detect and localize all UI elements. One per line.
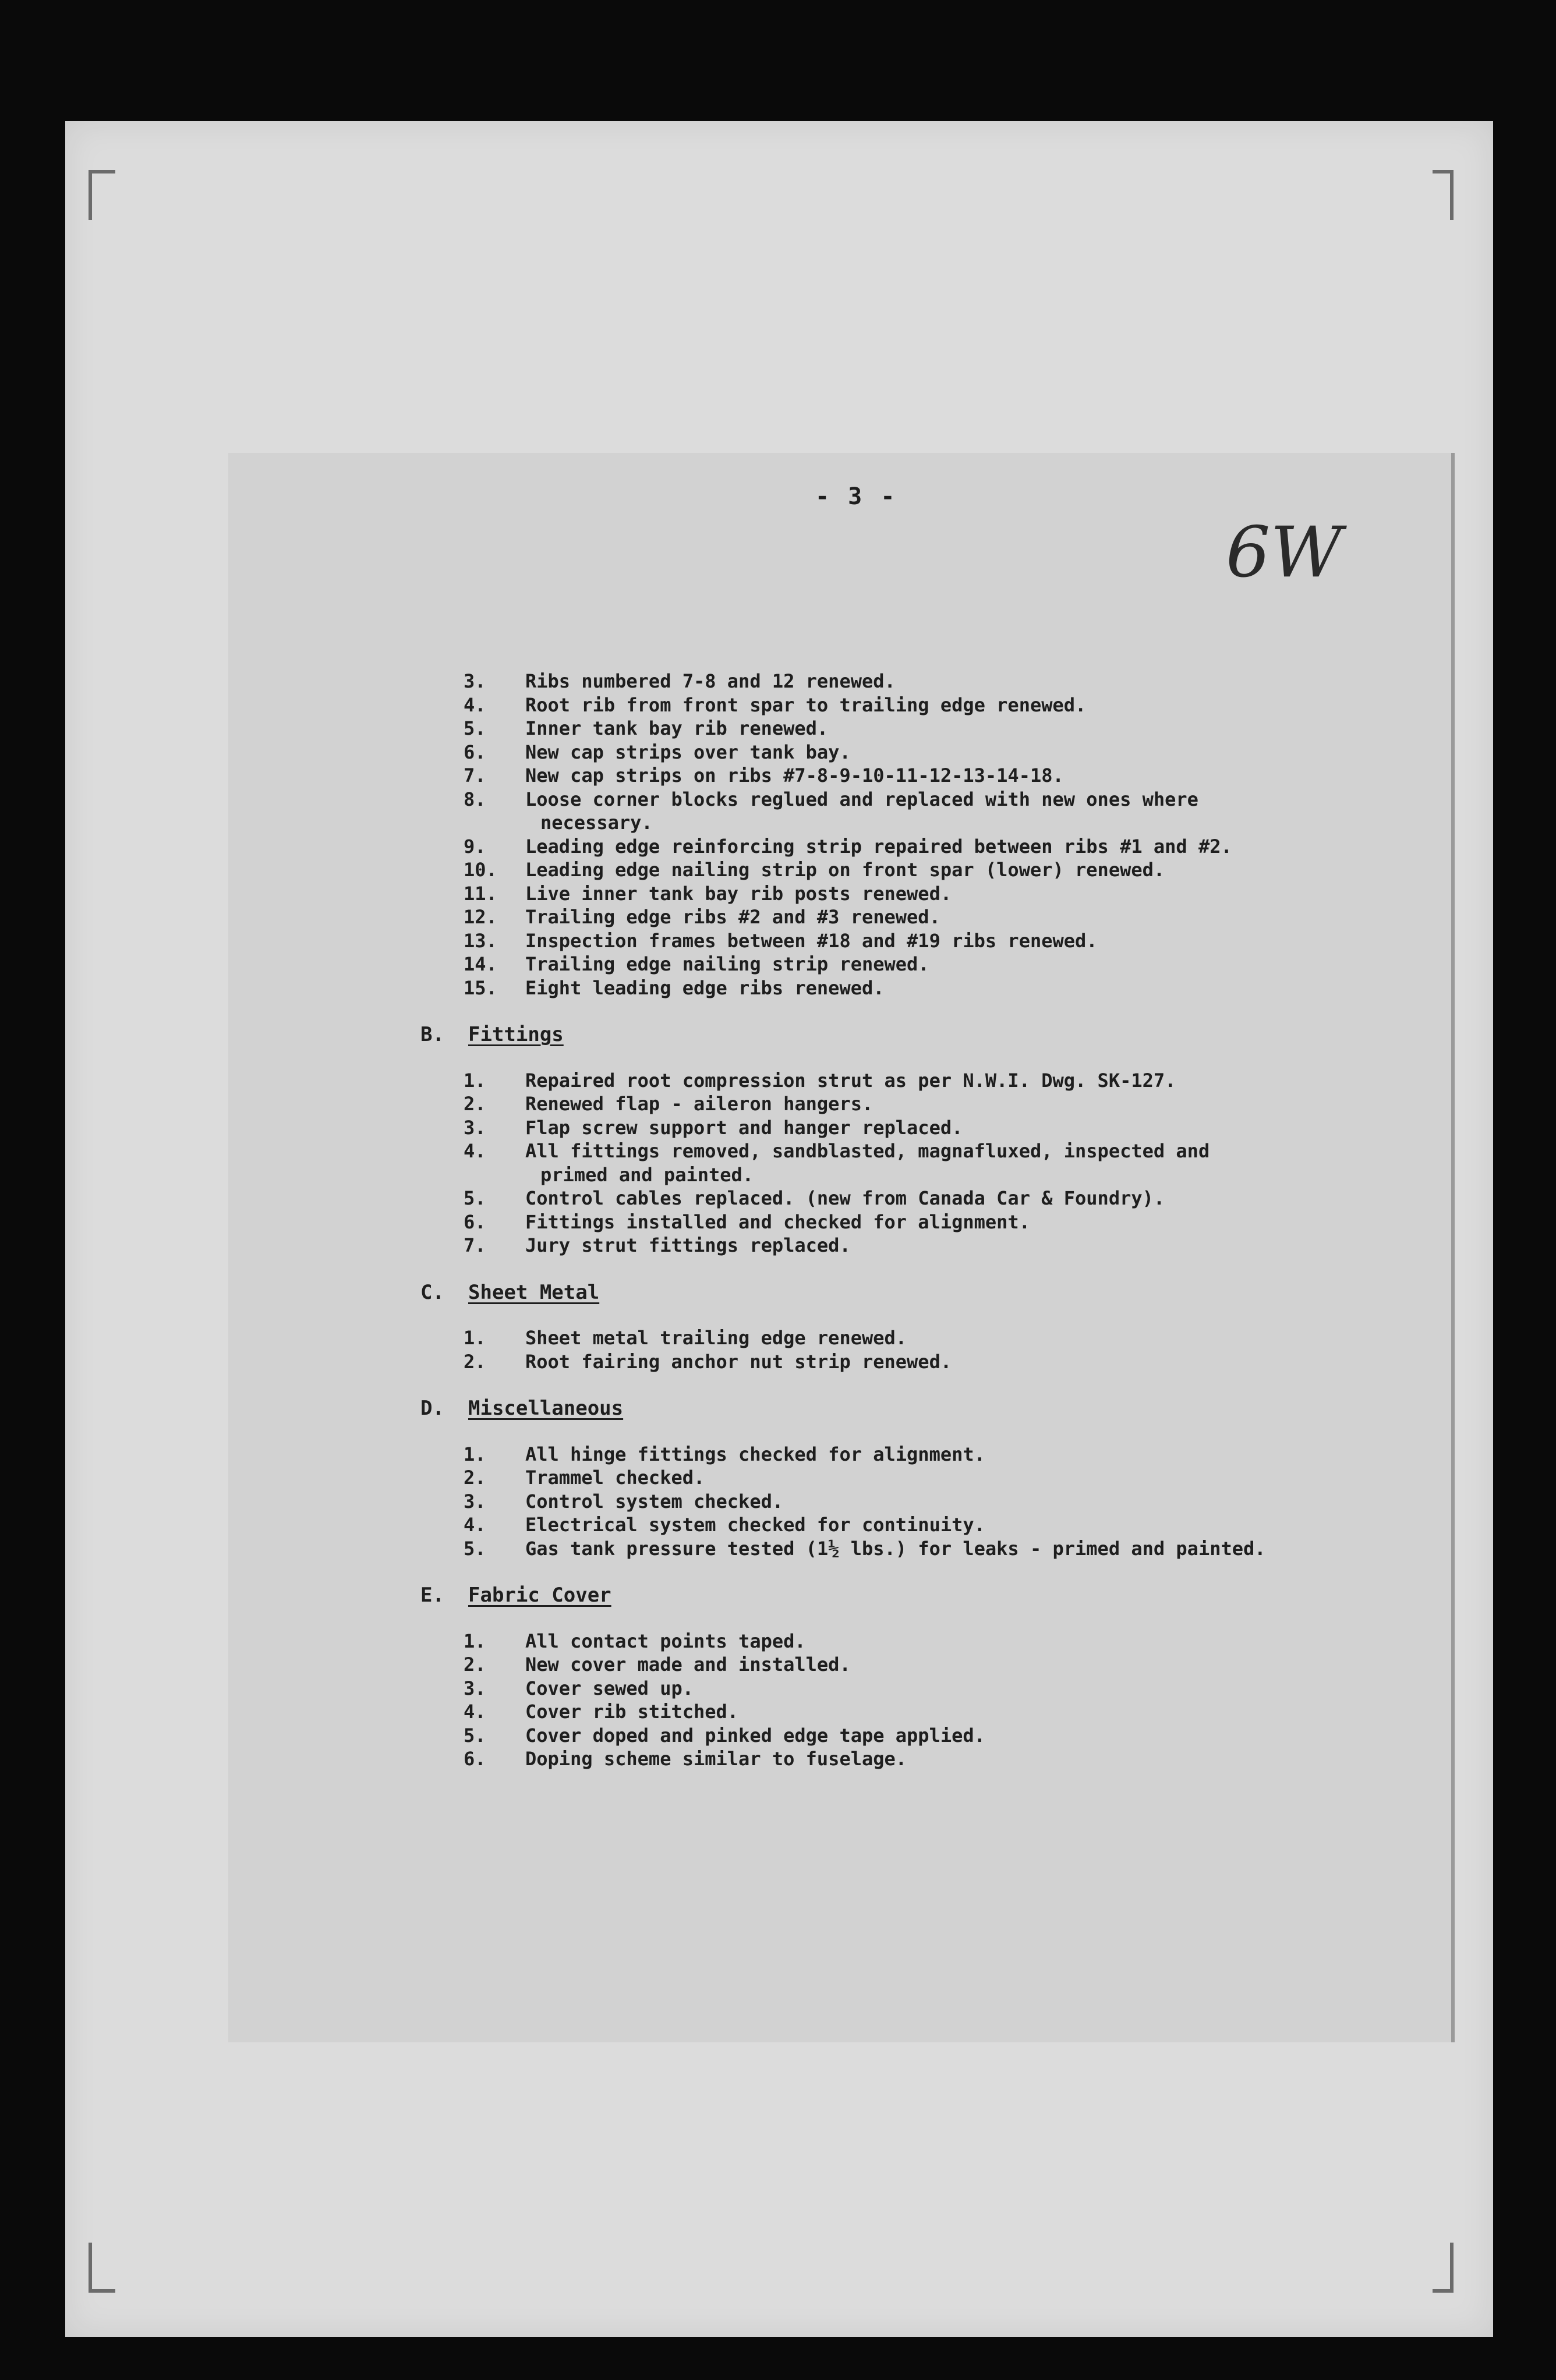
- item-number: 7.: [464, 764, 486, 787]
- item-number: 5.: [464, 717, 486, 739]
- item-text: All hinge fittings checked for alignment.: [525, 1443, 985, 1465]
- item-text: Trammel checked.: [525, 1467, 705, 1489]
- section-letter: B.: [420, 1023, 444, 1046]
- section-title: Miscellaneous: [468, 1397, 624, 1420]
- item-text: Renewed flap - aileron hangers.: [525, 1093, 874, 1115]
- item-number: 12.: [464, 906, 497, 928]
- item-number: 2.: [464, 1653, 486, 1676]
- section-title: Fabric Cover: [468, 1584, 611, 1607]
- item-text: Flap screw support and hanger replaced.: [525, 1116, 963, 1139]
- item-text: Control cables replaced. (new from Canada Car & Foundry).: [525, 1187, 1165, 1209]
- item-number: 11.: [464, 882, 497, 905]
- item-text: Control system checked.: [525, 1490, 784, 1513]
- item-text: Loose corner blocks reglued and replaced with new ones where: [525, 788, 1198, 810]
- item-text: Root rib from front spar to trailing edge renewed.: [525, 693, 1087, 716]
- item-number: 10.: [464, 859, 497, 881]
- item-text: Cover rib stitched.: [525, 1701, 739, 1723]
- item-text: Gas tank pressure tested (1½ lbs.) for leaks - primed and painted.: [525, 1537, 1266, 1560]
- item-text: Fittings installed and checked for alignment.: [525, 1210, 1030, 1233]
- item-text: New cover made and installed.: [525, 1653, 851, 1676]
- item-text: Doping scheme similar to fuselage.: [525, 1748, 907, 1770]
- item-number: 4.: [464, 1701, 486, 1723]
- item-number: 3.: [464, 1116, 486, 1139]
- section-letter: E.: [420, 1584, 444, 1607]
- item-number: 2.: [464, 1093, 486, 1115]
- item-text: Repaired root compression strut as per N.W.I. Dwg. SK-127.: [525, 1069, 1176, 1092]
- item-text: Leading edge nailing strip on front spar (lower) renewed.: [525, 859, 1165, 881]
- item-number: 2.: [464, 1467, 486, 1489]
- item-number: 3.: [464, 670, 486, 692]
- item-number: 3.: [464, 1677, 486, 1699]
- item-number: 2.: [464, 1350, 486, 1373]
- item-number: 5.: [464, 1537, 486, 1560]
- section-letter: D.: [420, 1397, 444, 1420]
- item-number: 6.: [464, 1748, 486, 1770]
- item-text: Live inner tank bay rib posts renewed.: [525, 882, 952, 905]
- item-text: Eight leading edge ribs renewed.: [525, 976, 885, 999]
- item-text: Trailing edge nailing strip renewed.: [525, 953, 929, 975]
- item-number: 9.: [464, 835, 486, 858]
- typed-document: - 3 - 6W 3. Ribs numbered 7-8 and 12 renewed. 4. Root rib from front spar to trailing edge renewed. 5. Inner tank bay rib renewed. 6. New cap strips over tank bay. 7. New cap strips on ribs #7-8-9-10-11-12-13-14-18. 8. Loose corner blocks reglued and replaced with new ones where necessary. 9. Leading edge reinforcing strip repaired between ribs #1 and #2. 10. Leading edge nailing strip on front spar (lower) renewed. 11. Live inner tank bay rib posts renewed. 12. Trailing edge ribs #2 and #3 renewed. 13. Inspection frames between #18 and #19 ribs renewed. 14. Trailing edge nailing strip renewed. 15. Eight leading edge ribs renewed. B. Fittings 1. Repaired root compression strut as per N.W.I. Dwg. SK-127. 2. Renewed flap - aileron hangers. 3. Flap screw support and hanger replaced. 4. All fittings removed, sandblasted, magnafluxed, inspected and primed and painted. 5. Control cables replaced. (new from Canada Car & Foundry). 6. Fittings installed and checked for alignment. 7. Jury strut fittings replaced. C. Sheet Metal 1. Sheet metal trailing edge renewed. 2. Root fairing anchor nut strip renewed. D. Miscellaneous 1. All hinge fittings checked for alignment. 2. Trammel checked. 3. Control system checked. 4. Electrical system checked for continuity. 5. Gas tank pressure tested (1½ lbs.) for leaks - primed and painted. E. Fabric Cover 1. All contact points taped. 2. New cover made and installed. 3. Cover sewed up. 4. Cover rib stitched. 5. Cover doped and pinked edge tape applied. 6. Doping scheme similar to fuselage.: [420, 483, 1342, 1770]
- item-number: 1.: [464, 1327, 486, 1349]
- item-text: Sheet metal trailing edge renewed.: [525, 1327, 907, 1349]
- item-text: Ribs numbered 7-8 and 12 renewed.: [525, 670, 896, 692]
- item-number: 4.: [464, 1514, 486, 1536]
- item-number: 7.: [464, 1234, 486, 1256]
- item-number: 4.: [464, 693, 486, 716]
- item-text: Inner tank bay rib renewed.: [525, 717, 829, 739]
- page-number: - 3 -: [815, 483, 897, 510]
- section-title: Sheet Metal: [468, 1280, 600, 1304]
- item-text: Cover sewed up.: [525, 1677, 694, 1699]
- item-text: Jury strut fittings replaced.: [525, 1234, 851, 1256]
- item-number: 1.: [464, 1443, 486, 1465]
- item-text: Root fairing anchor nut strip renewed.: [525, 1350, 952, 1373]
- item-number: 4.: [464, 1140, 486, 1162]
- item-number: 5.: [464, 1724, 486, 1747]
- item-number: 8.: [464, 788, 486, 810]
- item-number: 1.: [464, 1630, 486, 1652]
- item-number: 3.: [464, 1490, 486, 1513]
- item-text: Leading edge reinforcing strip repaired between ribs #1 and #2.: [525, 835, 1232, 858]
- item-number: 1.: [464, 1069, 486, 1092]
- handwritten-annotation: 6W: [1226, 512, 1342, 593]
- item-text: Trailing edge ribs #2 and #3 renewed.: [525, 906, 940, 928]
- item-number: 14.: [464, 953, 497, 975]
- item-text: All contact points taped.: [525, 1630, 806, 1652]
- item-number: 6.: [464, 1210, 486, 1233]
- item-text: Electrical system checked for continuity.: [525, 1514, 985, 1536]
- item-text: Cover doped and pinked edge tape applied.: [525, 1724, 985, 1747]
- item-number: 5.: [464, 1187, 486, 1209]
- item-number: 15.: [464, 976, 497, 999]
- item-text: All fittings removed, sandblasted, magnafluxed, inspected and: [525, 1140, 1210, 1162]
- item-text: Inspection frames between #18 and #19 ribs renewed.: [525, 929, 1098, 952]
- item-text: New cap strips on ribs #7-8-9-10-11-12-13-14-18.: [525, 764, 1064, 787]
- item-text: New cap strips over tank bay.: [525, 741, 851, 763]
- section-title: Fittings: [468, 1023, 564, 1046]
- section-letter: C.: [420, 1280, 444, 1304]
- item-number: 6.: [464, 741, 486, 763]
- item-number: 13.: [464, 929, 497, 952]
